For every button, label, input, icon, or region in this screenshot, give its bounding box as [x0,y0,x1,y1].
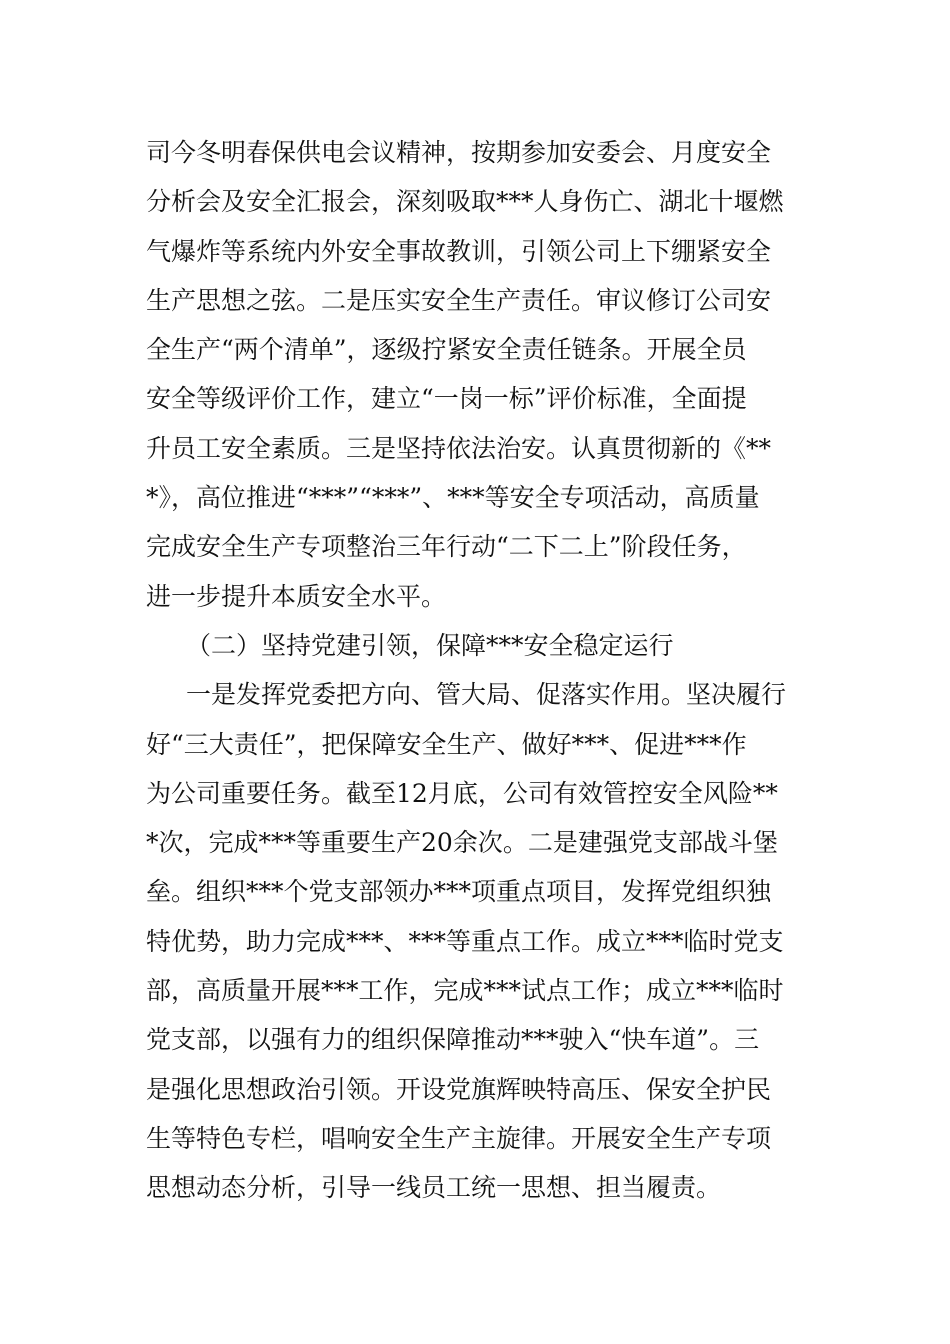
text-line: 气爆炸等系统内外安全事故教训，引领公司上下绷紧安全 [146,236,772,266]
body-text [146,128,826,1213]
text-line: *》，高位推进“***”“***”、***等安全专项活动，高质量 [146,483,760,513]
text-line: *次，完成***等重要生产20余次。二是建强党支部战斗堡 [146,828,778,858]
text-line: 党支部，以强有力的组织保障推动***驶入“快车道”。三 [146,1025,760,1055]
text-line: 生产思想之弦。二是压实安全生产责任。审议修订公司安 [146,285,772,315]
text-line: 生等特色专栏，唱响安全生产主旋律。开展安全生产专项 [146,1123,772,1153]
text-line: 全生产“两个清单”，逐级拧紧安全责任链条。开展全员 [146,335,747,365]
text-line: 好“三大责任”，把保障安全生产、做好***、促进***作 [146,729,747,759]
text-line: 安全等级评价工作，建立“一岗一标”评价标准，全面提 [146,384,747,414]
text-line: 垒。组织***个党支部领办***项重点项目，发挥党组织独 [146,877,772,907]
text-line: 部，高质量开展***工作，完成***试点工作；成立***临时 [146,976,784,1006]
text-line: 司今冬明春保供电会议精神，按期参加安委会、月度安全 [146,138,772,167]
text-line: 进一步提升本质安全水平。 [146,581,447,611]
text-line: 完成安全生产专项整治三年行动“二下二上”阶段任务， [146,532,747,562]
text-line: 为公司重要任务。截至12月底，公司有效管控安全风险** [146,778,778,808]
text-line: 特优势，助力完成***、***等重点工作。成立***临时党支 [146,926,784,956]
text-line: 思想动态分析，引导一线员工统一思想、担当履责。 [146,1173,722,1203]
text-line: 一是发挥党委把方向、管大局、促落实作用。坚决履行 [186,680,787,710]
text-line: 分析会及安全汇报会，深刻吸取***人身伤亡、湖北十堰燃 [146,187,784,217]
text-line: 升员工安全素质。三是坚持依法治安。认真贯彻新的《** [146,433,772,463]
text-line: 是强化思想政治引领。开设党旗辉映特高压、保安全护民 [146,1074,772,1104]
section-heading: （二）坚持党建引领，保障***安全稳定运行 [186,630,674,660]
